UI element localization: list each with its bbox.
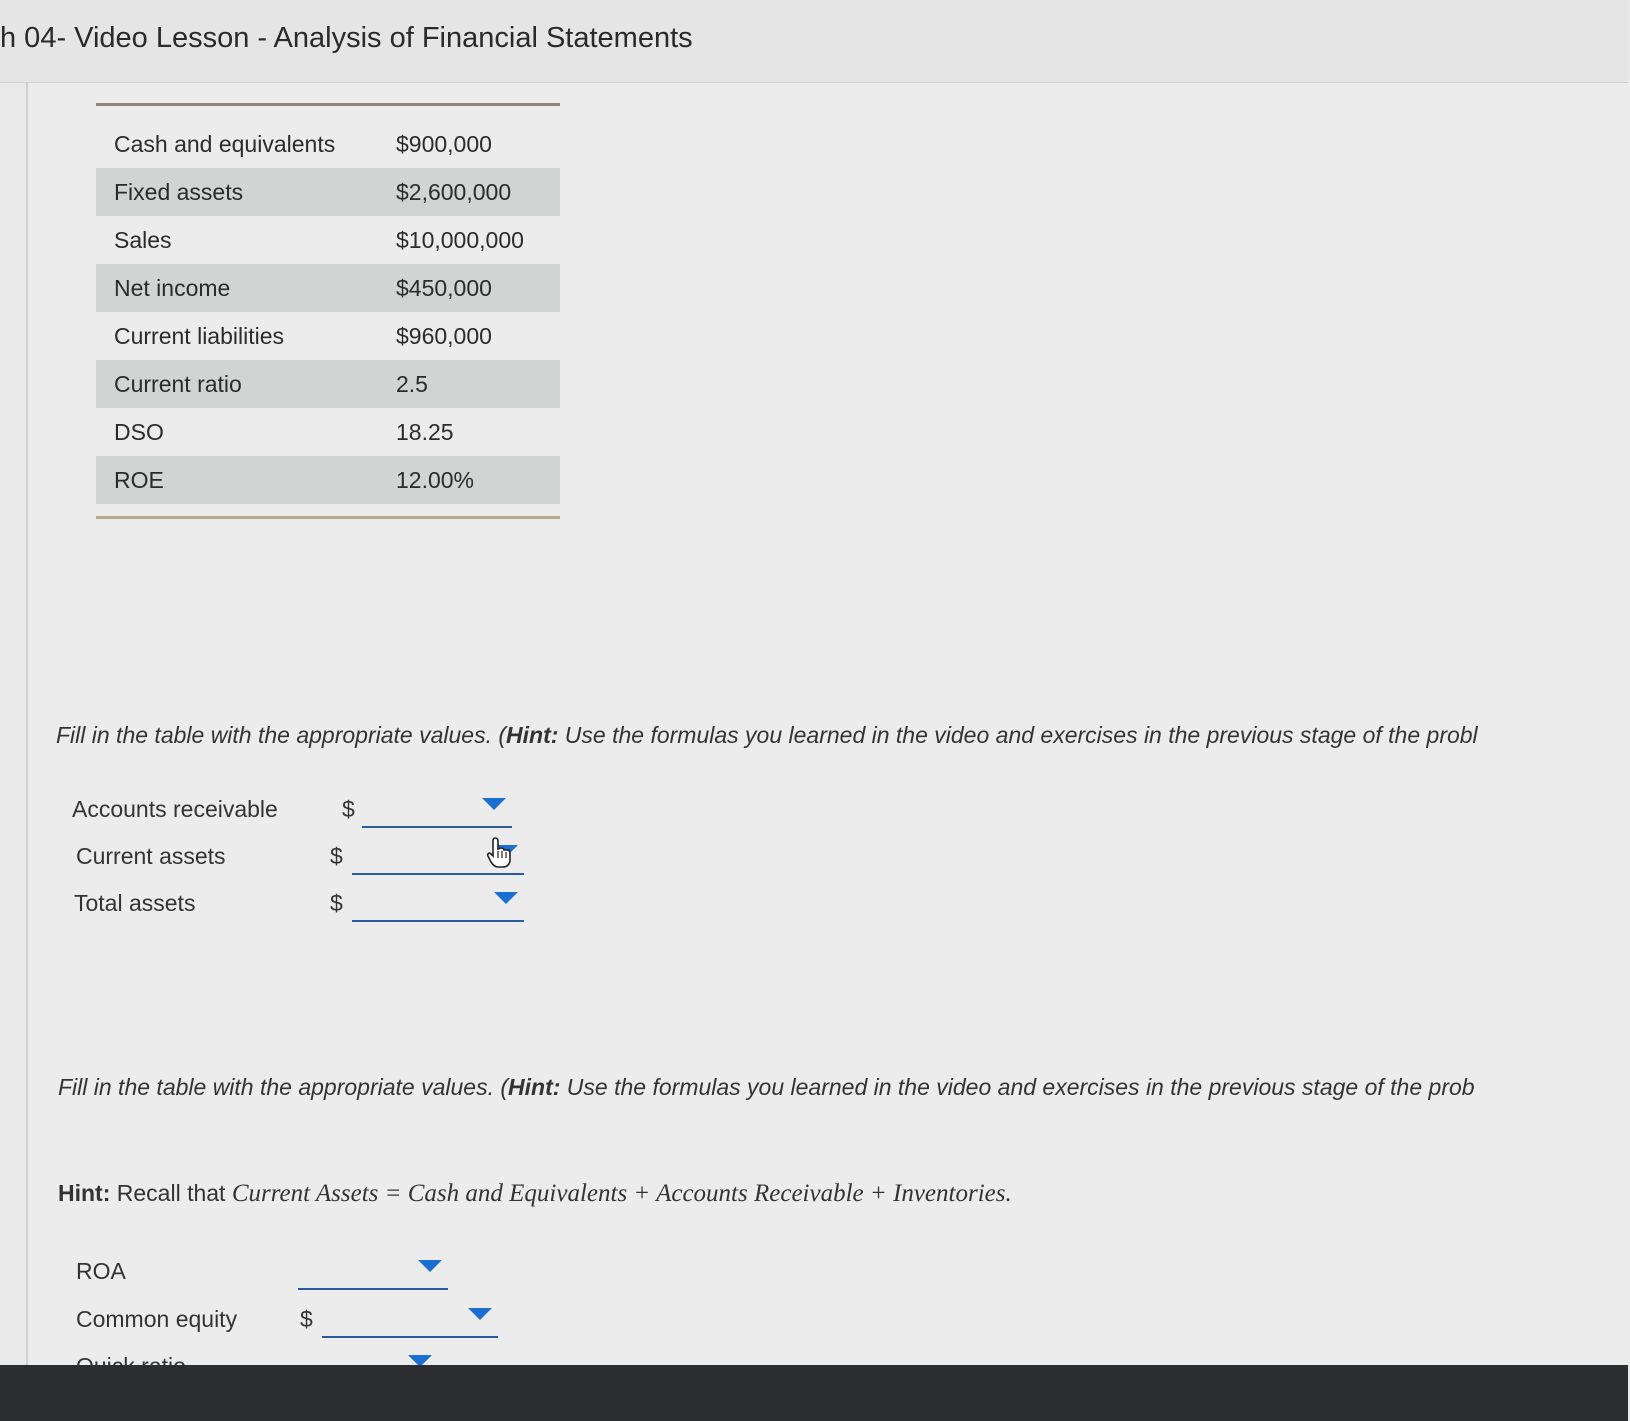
caret-down-icon[interactable]	[482, 798, 506, 810]
row-value: $450,000	[396, 274, 492, 301]
instruction-prefix: Fill in the table with the appropriate values. (	[58, 1074, 509, 1100]
field-quick-ratio	[76, 1347, 496, 1365]
table-row	[96, 456, 560, 504]
currency-symbol: $	[342, 796, 355, 822]
caret-down-icon[interactable]	[494, 892, 518, 904]
field-label: ROA	[76, 1258, 126, 1284]
table-row	[96, 120, 560, 168]
hint-label: Hint:	[58, 1180, 111, 1206]
instruction-suffix: Use the formulas you learned in the video and exercises in the previous stage of the prob	[560, 1074, 1475, 1100]
row-label: Net income	[114, 274, 231, 301]
row-value: 2.5	[396, 370, 428, 397]
caret-down-icon[interactable]	[468, 1308, 492, 1320]
page-title: h 04- Video Lesson - Analysis of Financial Statements	[0, 22, 693, 54]
instruction-text-1	[56, 722, 1628, 749]
field-label: Current assets	[76, 843, 226, 869]
currency-symbol: $	[300, 1306, 313, 1332]
row-value: $2,600,000	[396, 178, 512, 205]
field-label: Accounts receivable	[72, 796, 278, 822]
currency-symbol: $	[330, 890, 343, 916]
instruction-hint-label: Hint:	[506, 722, 559, 748]
common-equity-dropdown[interactable]	[322, 1300, 498, 1338]
row-label: Sales	[114, 226, 172, 253]
instruction-hint-label: Hint:	[508, 1074, 561, 1100]
row-label: Cash and equivalents	[114, 130, 336, 157]
title-bar	[0, 0, 1628, 83]
accounts-receivable-dropdown[interactable]	[362, 790, 512, 828]
table-row	[96, 312, 560, 360]
field-current-assets	[76, 837, 536, 877]
field-label: Total assets	[74, 890, 196, 916]
table-row	[96, 408, 560, 456]
row-value: 18.25	[396, 418, 454, 445]
field-common-equity	[76, 1300, 516, 1340]
bottom-bar	[0, 1365, 1628, 1421]
row-label: Fixed assets	[114, 178, 244, 205]
table-row	[96, 168, 560, 216]
row-label: ROE	[114, 466, 164, 493]
caret-down-icon[interactable]	[418, 1260, 442, 1272]
table-row	[96, 264, 560, 312]
field-total-assets	[74, 884, 534, 924]
instruction-prefix: Fill in the table with the appropriate values. (	[56, 722, 507, 748]
table-row	[96, 216, 560, 264]
field-label: Common equity	[76, 1306, 238, 1332]
instruction-suffix: Use the formulas you learned in the video and exercises in the previous stage of the probl	[558, 722, 1478, 748]
total-assets-dropdown[interactable]	[352, 884, 524, 922]
field-accounts-receivable	[72, 790, 532, 830]
hint-intro: Recall that	[110, 1180, 232, 1206]
hand-pointer-icon	[486, 836, 514, 868]
row-value: $10,000,000	[396, 226, 524, 253]
hint-text	[58, 1180, 1012, 1208]
row-label: DSO	[114, 418, 164, 445]
instruction-text-2	[58, 1074, 1628, 1101]
row-label: Current ratio	[114, 370, 242, 397]
hint-formula: Current Assets = Cash and Equivalents + Accounts Receivable + Inventories.	[231, 1180, 1012, 1207]
roa-dropdown[interactable]	[298, 1252, 448, 1290]
table-row	[96, 360, 560, 408]
row-label: Current liabilities	[114, 322, 285, 349]
row-value: 12.00%	[396, 466, 475, 493]
row-value: $960,000	[396, 322, 492, 349]
financial-data-table	[96, 103, 560, 519]
row-value: $900,000	[396, 130, 492, 157]
field-roa	[76, 1252, 496, 1292]
currency-symbol: $	[330, 843, 343, 869]
